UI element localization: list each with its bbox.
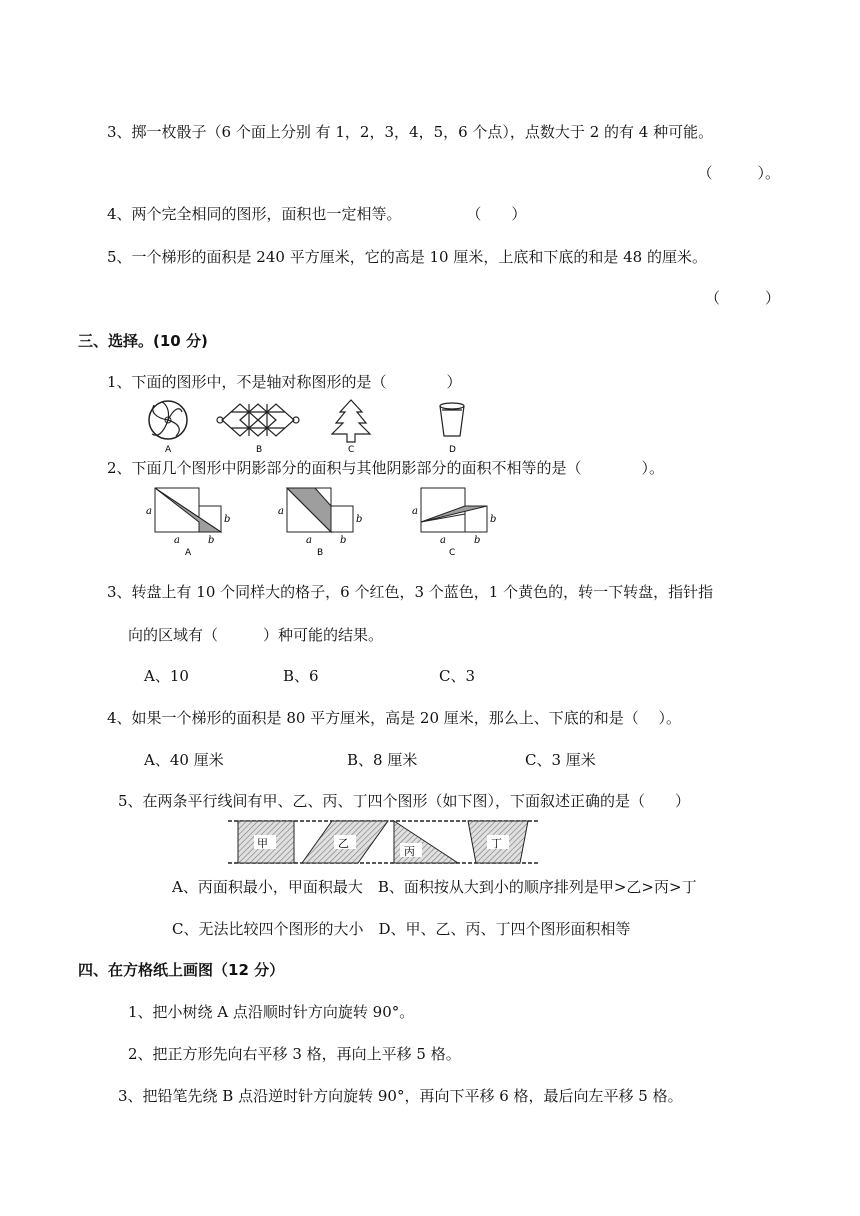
choice-q5-figure [224, 815, 544, 867]
judge-q3-answer-paren[interactable]: （ ）。 [697, 164, 780, 182]
q5-shape-label-yi: 乙 [338, 837, 349, 850]
q2-figure-c [421, 488, 487, 532]
choice-q1-figures [140, 396, 480, 458]
q2-c-side-a-bottom: a [440, 535, 446, 546]
q2-c-side-b-right: b [490, 514, 497, 525]
choice-q4-option-b[interactable]: B、8 厘米 [347, 751, 418, 769]
choice-q3-text-line1: 3、转盘上有 10 个同样大的格子，6 个红色，3 个蓝色，1 个黄色的，转一下转盘，指针指 [107, 583, 714, 601]
q2-figure-b [287, 488, 353, 532]
choice-q3-option-b[interactable]: B、6 [283, 667, 319, 685]
q2-c-side-a-left: a [412, 506, 418, 517]
choice-q3-text-line2: 向的区域有（ ）种可能的结果。 [128, 626, 384, 644]
q2-b-side-a-bottom: a [306, 535, 312, 546]
choice-q2-figures [143, 484, 503, 558]
judge-q4-answer-paren[interactable]: （ ） [466, 205, 527, 223]
choice-q4-option-c[interactable]: C、3 厘米 [525, 751, 596, 769]
q5-shape-label-bing: 丙 [404, 845, 415, 858]
q1-label-b: B [256, 445, 263, 455]
q2-label-b: B [317, 548, 324, 558]
q2-a-side-a-bottom: a [174, 535, 180, 546]
section4-heading: 四、在方格纸上画图（12 分） [78, 961, 285, 979]
q2-a-side-a-left: a [146, 506, 152, 517]
q1-label-c: C [348, 445, 355, 455]
choice-q4-text: 4、如果一个梯形的面积是 80 平方厘米，高是 20 厘米，那么上、下底的和是（ ）。 [107, 709, 682, 727]
section3-heading: 三、选择。(10 分) [78, 332, 208, 350]
q2-a-side-b-bottom: b [208, 535, 215, 546]
q2-label-c: C [449, 548, 456, 558]
draw-item-1: 1、把小树绕 A 点沿顺时针方向旋转 90°。 [128, 1003, 415, 1021]
q1-figure-d-cup [440, 403, 464, 436]
judge-q5-text: 5、一个梯形的面积是 240 平方厘米，它的高是 10 厘米，上底和下底的和是 48 的厘米。 [107, 248, 707, 266]
choice-q5-options-line2[interactable]: C、无法比较四个图形的大小 D、甲、乙、丙、丁四个图形面积相等 [172, 920, 631, 938]
q1-label-a: A [165, 445, 172, 455]
q5-shape-label-jia: 甲 [257, 837, 268, 850]
choice-q3-option-a[interactable]: A、10 [144, 667, 189, 685]
judge-q4-text [107, 203, 526, 225]
q1-label-d: D [449, 445, 456, 455]
q1-figure-b-knot [217, 404, 299, 436]
q5-shape-label-ding: 丁 [491, 837, 502, 850]
q1-figure-a-pinwheel [149, 401, 187, 439]
choice-q5-options-line1[interactable]: A、丙面积最小，甲面积最大 B、面积按从大到小的顺序排列是甲>乙>丙>丁 [172, 878, 697, 896]
draw-item-3: 3、把铅笔先绕 B 点沿逆时针方向旋转 90°，再向下平移 6 格，最后向左平移 5 格。 [118, 1087, 683, 1105]
q1-figure-c-tree [332, 400, 370, 442]
judge-q3-text: 3、掷一枚骰子（6 个面上分别 有 1，2，3，4，5，6 个点），点数大于 2 的有 4 种可能。 [107, 123, 714, 141]
judge-q4-statement: 4、两个完全相同的图形，面积也一定相等。 [107, 205, 402, 223]
q2-b-side-b-bottom: b [340, 535, 347, 546]
q2-c-side-b-bottom: b [474, 535, 481, 546]
q2-label-a: A [185, 548, 192, 558]
judge-q5-answer-paren[interactable]: （ ） [704, 289, 780, 307]
q2-b-side-a-left: a [278, 506, 284, 517]
choice-q5-text: 5、在两条平行线间有甲、乙、丙、丁四个图形（如下图），下面叙述正确的是（ ） [118, 792, 691, 810]
choice-q2-text: 2、下面几个图形中阴影部分的面积与其他阴影部分的面积不相等的是（ ）。 [107, 459, 665, 477]
q2-b-side-b-right: b [356, 514, 363, 525]
choice-q4-option-a[interactable]: A、40 厘米 [144, 751, 224, 769]
choice-q1-text: 1、下面的图形中，不是轴对称图形的是（ ） [107, 373, 462, 391]
q2-a-side-b-right: b [224, 514, 231, 525]
q2-figure-a [155, 488, 221, 532]
choice-q3-option-c[interactable]: C、3 [439, 667, 476, 685]
draw-item-2: 2、把正方形先向右平移 3 格，再向上平移 5 格。 [128, 1045, 461, 1063]
